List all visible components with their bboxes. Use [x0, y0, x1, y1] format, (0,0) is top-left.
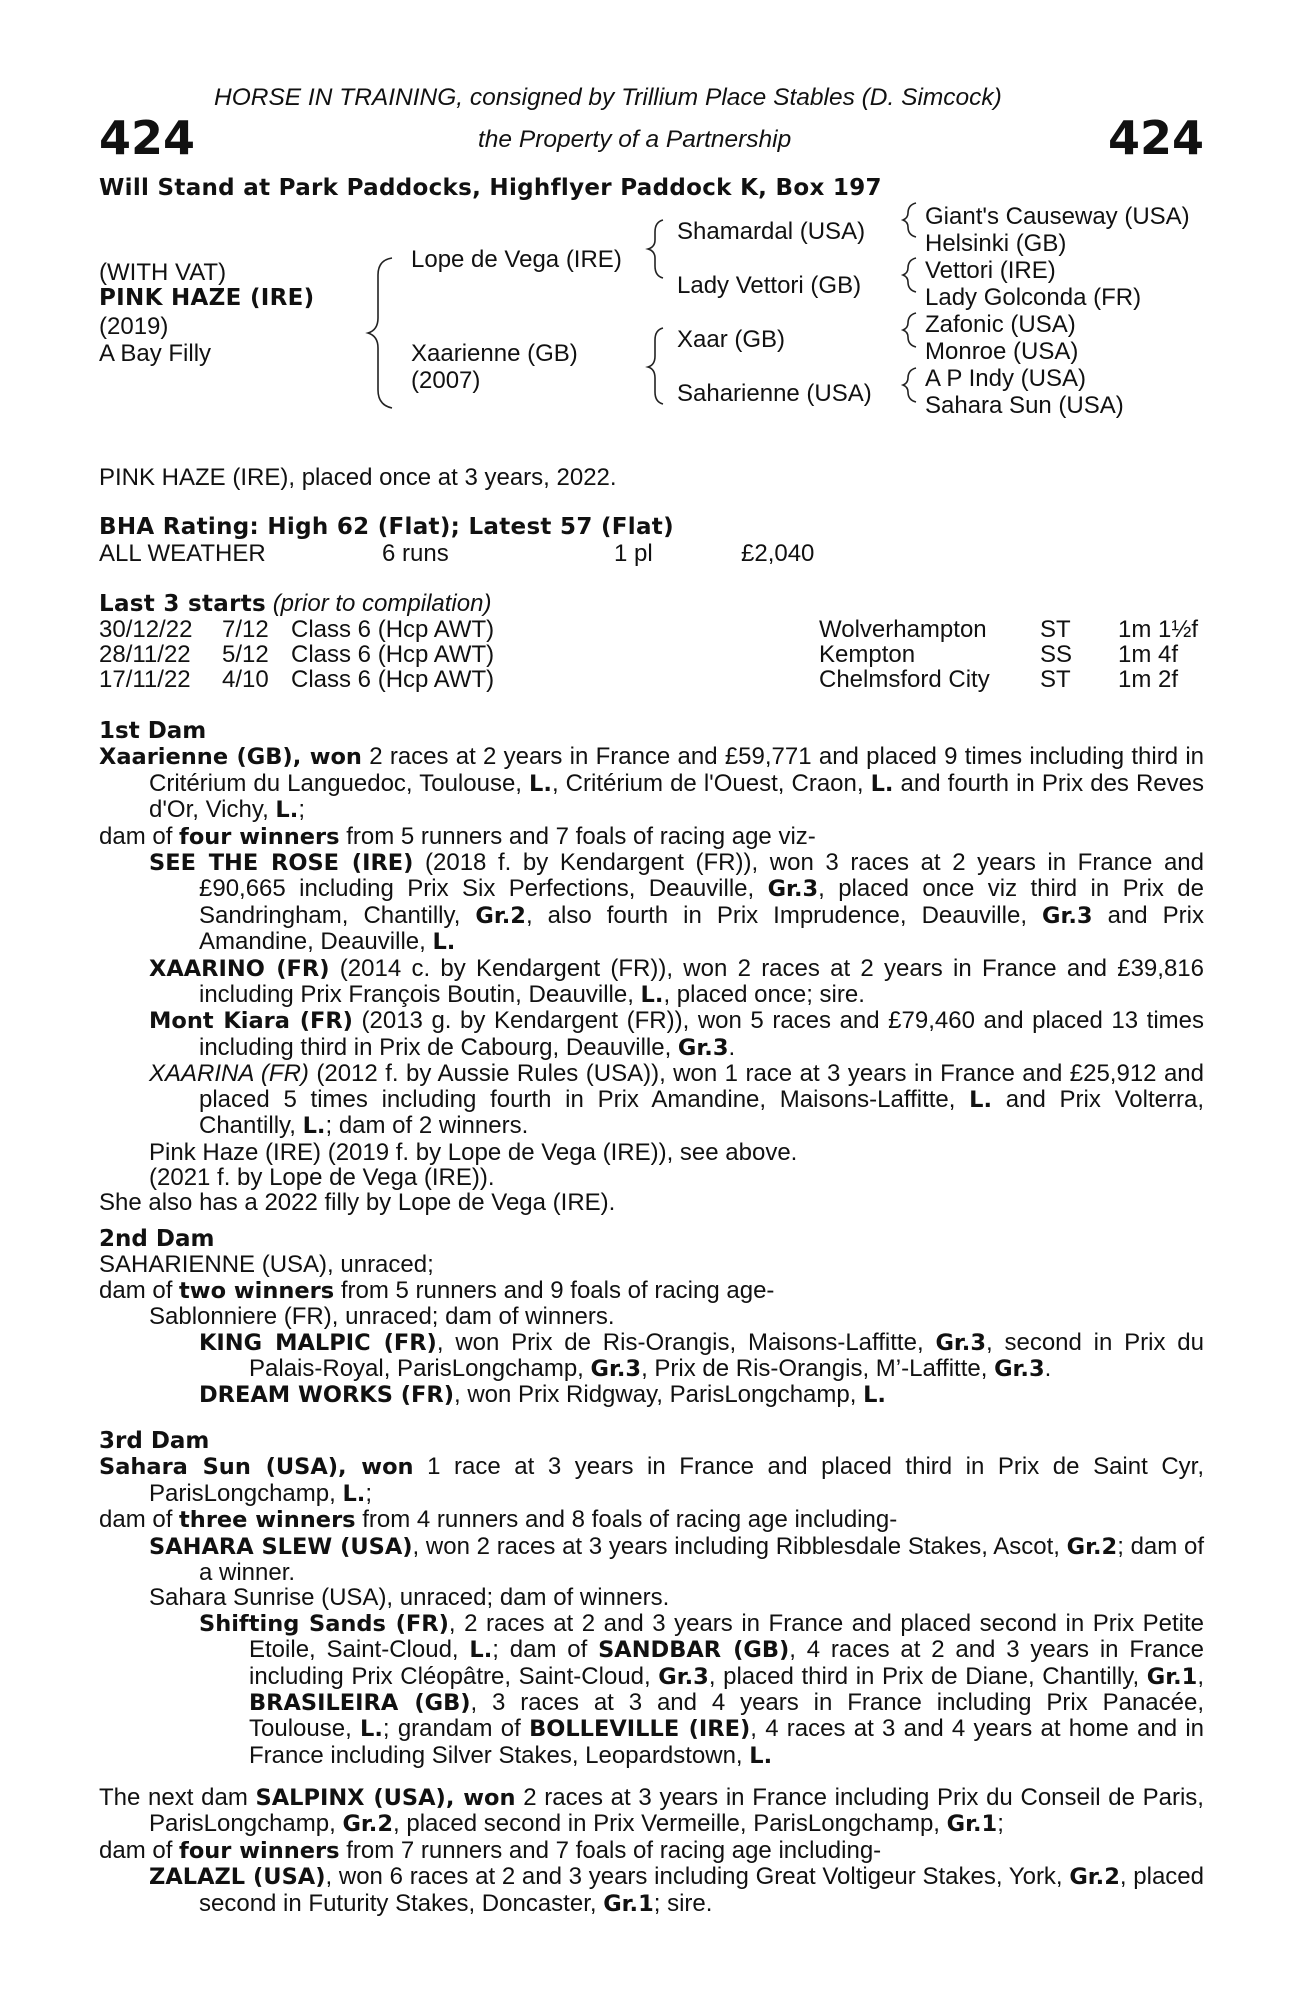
start-going: ST	[1040, 666, 1071, 693]
start-date: 30/12/22	[99, 616, 193, 643]
start-position: 7/12	[222, 616, 269, 643]
second-dam-produce: dam of two winners from 5 runners and 9 foals of racing age-	[99, 1276, 775, 1304]
vat-note: (WITH VAT)	[99, 259, 227, 286]
start-course: Wolverhampton	[819, 616, 987, 643]
first-dam-produce: dam of four winners from 5 runners and 7 foals of racing age viz-	[99, 822, 816, 850]
next-dam-section	[99, 1785, 1204, 1917]
sss: Giant's Causeway (USA)	[925, 203, 1190, 230]
sire: Lope de Vega (IRE)	[411, 246, 622, 273]
last-starts-title: Last 3 starts	[99, 591, 267, 617]
list-item: Shifting Sands (FR), 2 races at 2 and 3 years in France and placed second in Prix Petite Etoile, Saint-Cloud, L.; dam of SANDBAR (GB), 4 races at 2 and 3 years in France including Prix Cléopâtre, Saint-Cloud, Gr.3, placed third in Prix de Diane, Chantilly, Gr.1, BRASILEIRA (GB), 3 races at 3 and 4 years in France including Prix Panacée, Toulouse, L.; grandam of BOLLEVILLE (IRE), 4 races at 3 and 4 years at home and in France including Silver Stakes, Leopardstown, L.	[199, 1609, 1205, 1769]
stand-location: Will Stand at Park Paddocks, Highflyer Paddock K, Box 197	[99, 175, 882, 201]
brace-main	[368, 258, 392, 408]
start-date: 17/11/22	[99, 666, 191, 693]
lot-number-left: 424	[99, 111, 196, 165]
rating-runs: 6 runs	[382, 540, 449, 567]
sdd: Lady Golconda (FR)	[925, 284, 1142, 311]
second-dam-record: SAHARIENNE (USA), unraced;	[99, 1251, 434, 1279]
horse-name: PINK HAZE (IRE)	[99, 285, 315, 311]
lot-number-right: 424	[1107, 111, 1204, 165]
start-course: Chelmsford City	[819, 666, 990, 693]
brace-ss	[903, 203, 916, 237]
next-dam-record: The next dam SALPINX (USA), won 2 races at 3 years in France including Prix du Conseil de Paris, ParisLongchamp, Gr.2, placed second in Prix Vermeille, ParisLongchamp, Gr.1;	[99, 1784, 1204, 1838]
list-item: (2021 f. by Lope de Vega (IRE)).	[149, 1163, 495, 1191]
start-distance: 1m 1½f	[1118, 616, 1199, 643]
dds: A P Indy (USA)	[925, 365, 1086, 392]
list-item: KING MALPIC (FR), won Prix de Ris-Orangis, Maisons-Laffitte, Gr.3, second in Prix du Palais-Royal, ParisLongchamp, Gr.3, Prix de Ris-Orangis, M’-Laffitte, Gr.3.	[199, 1328, 1205, 1383]
start-race: Class 6 (Hcp AWT)	[291, 616, 495, 643]
start-distance: 1m 4f	[1118, 641, 1179, 668]
second-dam-section	[99, 1227, 1204, 1409]
ssd: Helsinki (GB)	[925, 230, 1067, 257]
list-item: ZALAZL (USA), won 6 races at 2 and 3 years including Great Voltigeur Stakes, York, Gr.2, placed second in Futurity Stakes, Doncaster, Gr.1; sire.	[149, 1863, 1205, 1917]
last-starts-note: (prior to compilation)	[272, 590, 492, 617]
brace-dam	[648, 328, 663, 404]
start-position: 4/10	[222, 666, 269, 693]
list-item: Sahara Sunrise (USA), unraced; dam of winners.	[149, 1584, 670, 1612]
dsd: Monroe (USA)	[925, 338, 1079, 365]
dss: Zafonic (USA)	[925, 311, 1076, 338]
header-consignor: HORSE IN TRAINING, consigned by Trillium Place Stables (D. Simcock)	[214, 84, 1002, 111]
third-dam-section	[99, 1429, 1204, 1769]
dam-year: (2007)	[411, 367, 481, 394]
list-item: XAARINA (FR) (2012 f. by Aussie Rules (USA)), won 1 race at 3 years in France and £25,912 and placed 5 times including fourth in Prix Amandine, Maisons-Laffitte, L. and Prix Volterra, Chantilly, L.; dam of 2 winners.	[149, 1060, 1204, 1140]
list-item: Pink Haze (IRE) (2019 f. by Lope de Vega (IRE)), see above.	[149, 1138, 798, 1166]
first-dam-section	[99, 719, 1204, 1216]
start-race: Class 6 (Hcp AWT)	[291, 641, 495, 668]
start-date: 28/11/22	[99, 641, 191, 668]
start-going: ST	[1040, 616, 1071, 643]
third-dam-record: Sahara Sun (USA), won 1 race at 3 years in France and placed third in Prix de Saint Cyr, ParisLongchamp, L.;	[99, 1453, 1205, 1507]
rating-placed: 1 pl	[614, 540, 653, 567]
brace-ds	[903, 313, 916, 347]
next-dam-produce: dam of four winners from 7 runners and 7 foals of racing age including-	[99, 1836, 882, 1864]
dam-sire: Xaar (GB)	[677, 326, 786, 353]
third-dam-heading: 3rd Dam	[99, 1428, 210, 1454]
horse-description: A Bay Filly	[99, 340, 212, 367]
race-summary: PINK HAZE (IRE), placed once at 3 years, 2022.	[99, 464, 617, 491]
list-item: XAARINO (FR) (2014 c. by Kendargent (FR)), won 2 races at 2 years in France and £39,816 including Prix François Boutin, Deauville, L., placed once; sire.	[149, 954, 1204, 1009]
first-dam-heading: 1st Dam	[99, 718, 207, 744]
sds: Vettori (IRE)	[925, 257, 1056, 284]
bha-rating: BHA Rating: High 62 (Flat); Latest 57 (Flat)	[99, 514, 674, 540]
start-race: Class 6 (Hcp AWT)	[291, 666, 495, 693]
last-starts-heading	[99, 590, 491, 618]
third-dam-produce: dam of three winners from 4 runners and 8 foals of racing age including-	[99, 1506, 898, 1534]
list-item: Sablonniere (FR), unraced; dam of winners.	[149, 1303, 615, 1331]
brace-sd	[903, 258, 916, 292]
start-going: SS	[1040, 641, 1073, 668]
brace-sire	[648, 220, 663, 278]
first-dam-note: She also has a 2022 filly by Lope de Vega (IRE).	[99, 1189, 616, 1217]
brace-dd	[903, 368, 916, 402]
list-item: Mont Kiara (FR) (2013 g. by Kendargent (FR)), won 5 races and £79,460 and placed 13 times including third in Prix de Cabourg, Deauville, Gr.3.	[149, 1007, 1204, 1061]
sire-sire: Shamardal (USA)	[677, 218, 866, 245]
header-property: the Property of a Partnership	[478, 126, 792, 153]
second-dam-heading: 2nd Dam	[99, 1226, 215, 1252]
list-item: DREAM WORKS (FR), won Prix Ridgway, ParisLongchamp, L.	[199, 1381, 886, 1409]
list-item: SEE THE ROSE (IRE) (2018 f. by Kendargent (FR)), won 3 races at 2 years in France and £90,665 including Prix Six Perfections, Deauville, Gr.3, placed once viz third in Prix de Sandringham, Chantilly, Gr.2, also fourth in Prix Imprudence, Deauville, Gr.3 and Prix Amandine, Deauville, L.	[149, 849, 1205, 956]
dam: Xaarienne (GB)	[411, 340, 578, 367]
rating-surface: ALL WEATHER	[99, 540, 266, 567]
sire-dam: Lady Vettori (GB)	[677, 272, 862, 299]
list-item: SAHARA SLEW (USA), won 2 races at 3 years including Ribblesdale Stakes, Ascot, Gr.2; dam of a winner.	[149, 1532, 1204, 1587]
rating-earnings: £2,040	[741, 540, 815, 567]
start-course: Kempton	[819, 641, 916, 668]
horse-year: (2019)	[99, 313, 169, 340]
start-distance: 1m 2f	[1118, 666, 1179, 693]
first-dam-record: Xaarienne (GB), won 2 races at 2 years in France and £59,771 and placed 9 times including third in Critérium du Languedoc, Toulouse, L., Critérium de l'Ouest, Craon, L. and fourth in Prix des Reves d'Or, Vichy, L.;	[99, 743, 1205, 824]
ddd: Sahara Sun (USA)	[925, 392, 1124, 419]
start-position: 5/12	[222, 641, 269, 668]
dam-dam: Saharienne (USA)	[677, 380, 872, 407]
